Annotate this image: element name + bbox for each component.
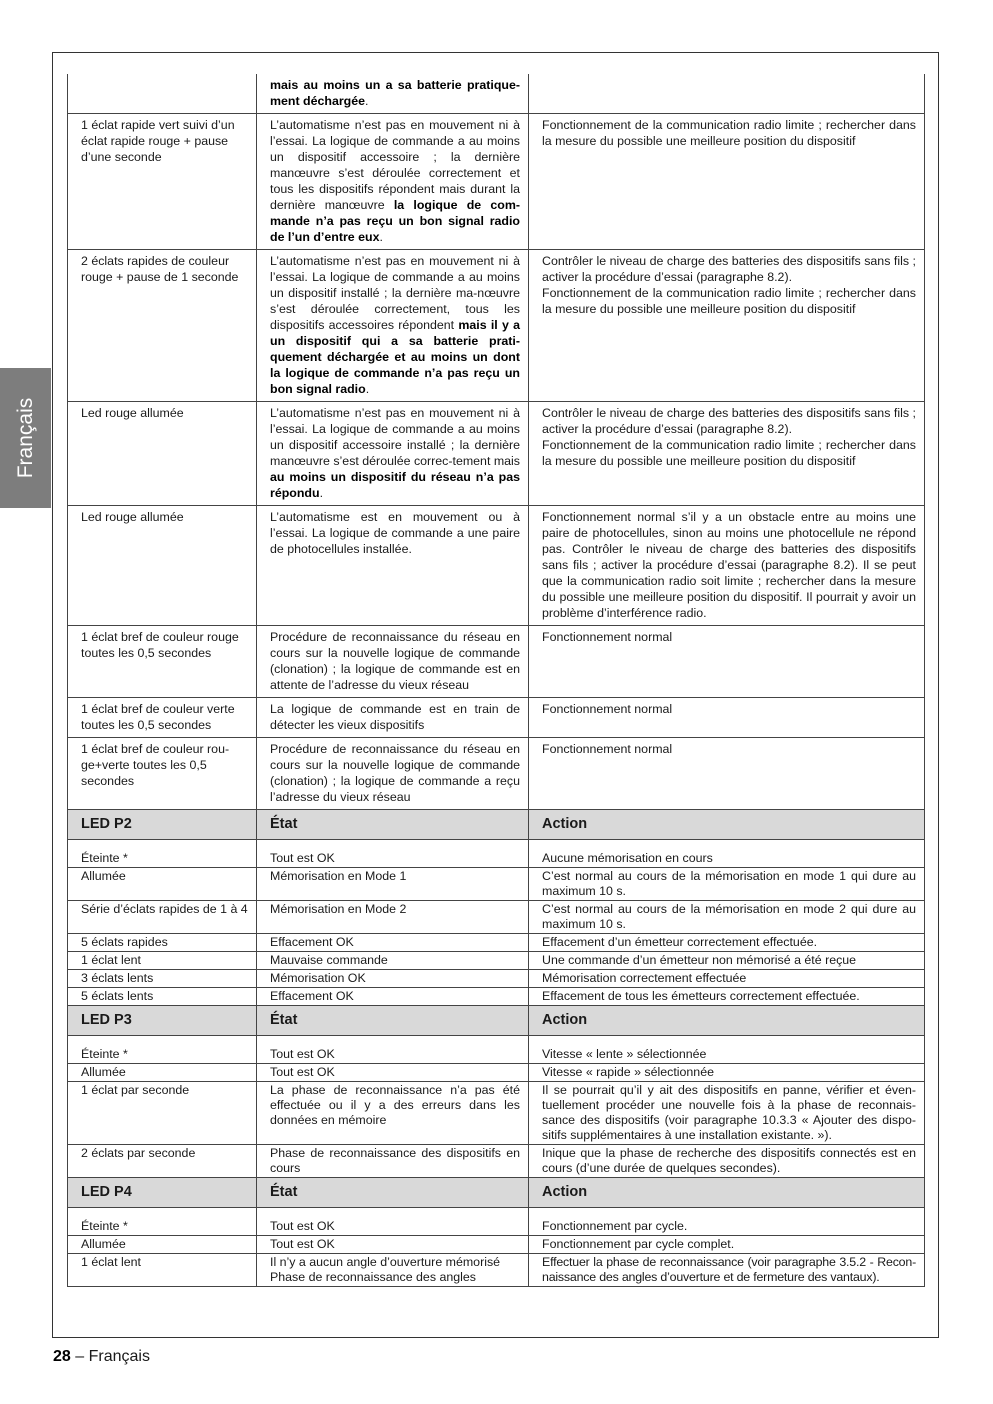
table-row bbox=[68, 1064, 925, 1082]
action-cell: C’est normal au cours de la mémorisation en mode 2 qui dure au maximum 10 s. bbox=[529, 901, 925, 934]
section-header-row bbox=[68, 810, 925, 840]
table-row bbox=[68, 698, 925, 738]
action-cell: Effacement d’un émetteur correctement effectuée. bbox=[529, 934, 925, 952]
signal-cell: 5 éclats rapides bbox=[68, 934, 257, 952]
state-text: L’automatisme n’est pas en mouvement ni à l’essai. La logique de commande a au moins un dispositif accessoire ; la dernière manœuvre s’est déroulée correctement et tous les dispositifs répondent mais durant la dernière manœuvre bbox=[270, 118, 520, 212]
table-row bbox=[68, 934, 925, 952]
led-name-header: LED P4 bbox=[68, 1178, 257, 1208]
state-text: . bbox=[319, 486, 324, 500]
emphasis-text: mais il y a un dispositif qui a sa batterie prati-quement déchargée et au moins un dont la logique de commande n’a pas reçu un bon signal radio bbox=[270, 318, 520, 396]
section-header-row bbox=[68, 1006, 925, 1036]
state-cell bbox=[257, 74, 529, 114]
emphasis-text: mais au moins un a sa batterie pratique-ment déchargée bbox=[270, 78, 520, 108]
state-text: L’automatisme n’est pas en mouvement ni à l’essai. La logique de commande a au moins un dispositif accessoire installé ; la dernière manœuvre s’est déroulée correc-tement mais bbox=[270, 406, 520, 468]
action-cell: Effacement de tous les émetteurs correctement effectuée. bbox=[529, 988, 925, 1006]
state-text: L’automatisme n’est pas en mouvement ni à l’essai. La logique de commande a au moins un dispositif installé ; la dernière ma-nœuvre s’est déroulée correctement, tous les dispositifs accessoires répondent bbox=[270, 254, 520, 332]
state-text: . bbox=[365, 94, 369, 108]
action-cell: Fonctionnement normal bbox=[529, 698, 925, 738]
signal-cell: 2 éclats rapides de couleur rouge + pause de 1 seconde bbox=[68, 250, 257, 402]
table-row bbox=[68, 506, 925, 626]
table-row bbox=[68, 1254, 925, 1287]
action-cell: Une commande d’un émetteur non mémorisé a été reçue bbox=[529, 952, 925, 970]
action-cell: Fonctionnement normal bbox=[529, 738, 925, 810]
state-cell: La phase de reconnaissance n’a pas été effectuée ou il y a des erreurs dans les données en mémoire bbox=[257, 1082, 529, 1145]
signal-cell: 5 éclats lents bbox=[68, 988, 257, 1006]
signal-cell: 1 éclat par seconde bbox=[68, 1082, 257, 1145]
state-cell: Effacement OK bbox=[257, 988, 529, 1006]
table-row bbox=[68, 901, 925, 934]
state-cell bbox=[257, 1254, 529, 1287]
section-header-row bbox=[68, 1178, 925, 1208]
action-cell bbox=[529, 250, 925, 402]
signal-cell: Allumée bbox=[68, 868, 257, 901]
table-row bbox=[68, 988, 925, 1006]
language-side-tab bbox=[0, 368, 51, 508]
action-cell: Fonctionnement normal bbox=[529, 626, 925, 698]
state-text: . bbox=[365, 382, 370, 396]
state-cell: Tout est OK bbox=[257, 1218, 529, 1236]
spacer-cell bbox=[68, 1208, 257, 1219]
action-cell bbox=[529, 402, 925, 506]
action-header: Action bbox=[529, 1178, 925, 1208]
signal-cell: 2 éclats par seconde bbox=[68, 1145, 257, 1178]
state-text: Procédure de reconnaissance du réseau en cours sur la nouvelle logique de commande (clonation) ; la logique de commande a reçu l’adresse du vieux réseau bbox=[270, 742, 520, 804]
footer-separator: – bbox=[70, 1348, 89, 1365]
table-row bbox=[68, 114, 925, 250]
signal-cell: Éteinte * bbox=[68, 850, 257, 868]
spacer-cell bbox=[529, 1208, 925, 1219]
led-name-header: LED P2 bbox=[68, 810, 257, 840]
state-cell: Mémorisation en Mode 1 bbox=[257, 868, 529, 901]
signal-cell: Éteinte * bbox=[68, 1046, 257, 1064]
state-cell bbox=[257, 402, 529, 506]
cell-line: Il n’y a aucun angle d’ouverture mémorisé bbox=[270, 1255, 501, 1269]
footer-language: Français bbox=[88, 1348, 150, 1365]
table-row bbox=[68, 850, 925, 868]
page-footer bbox=[53, 1348, 150, 1366]
state-cell bbox=[257, 626, 529, 698]
signal-cell: 1 éclat rapide vert suivi d’un éclat rapide rouge + pause d’une seconde bbox=[68, 114, 257, 250]
spacer-cell bbox=[68, 1036, 257, 1047]
signal-cell: 1 éclat lent bbox=[68, 952, 257, 970]
state-cell: Mémorisation OK bbox=[257, 970, 529, 988]
action-cell: Effectuer la phase de reconnaissance (voir paragraphe 3.5.2 - Recon-naissance des angles d’ouverture et de fermeture des vantaux). bbox=[529, 1254, 925, 1287]
action-header: Action bbox=[529, 810, 925, 840]
signal-cell: Série d’éclats rapides de 1 à 4 bbox=[68, 901, 257, 934]
action-header: Action bbox=[529, 1006, 925, 1036]
table-row bbox=[68, 402, 925, 506]
state-text: L’automatisme est en mouvement ou à l’essai. La logique de commande a une paire de photocellules installée. bbox=[270, 510, 520, 556]
action-cell: Vitesse « rapide » sélectionnée bbox=[529, 1064, 925, 1082]
action-cell bbox=[529, 74, 925, 114]
action-cell: Fonctionnement par cycle. bbox=[529, 1218, 925, 1236]
spacer-row bbox=[68, 840, 925, 851]
state-cell bbox=[257, 738, 529, 810]
state-cell bbox=[257, 506, 529, 626]
state-cell bbox=[257, 698, 529, 738]
side-tab-label: Français bbox=[13, 397, 37, 479]
signal-cell: 1 éclat bref de couleur verte toutes les 0,5 secondes bbox=[68, 698, 257, 738]
state-cell: Mauvaise commande bbox=[257, 952, 529, 970]
table-row bbox=[68, 1046, 925, 1064]
spacer-row bbox=[68, 1208, 925, 1219]
table-row bbox=[68, 970, 925, 988]
table-row bbox=[68, 250, 925, 402]
table-row bbox=[68, 1236, 925, 1254]
signal-cell: Led rouge allumée bbox=[68, 506, 257, 626]
state-cell bbox=[257, 250, 529, 402]
spacer-cell bbox=[68, 840, 257, 851]
emphasis-text: au moins un dispositif du réseau n’a pas répondu bbox=[270, 470, 520, 500]
signal-cell: 1 éclat bref de couleur rouge toutes les 0,5 secondes bbox=[68, 626, 257, 698]
table-row bbox=[68, 74, 925, 114]
table-row bbox=[68, 1082, 925, 1145]
action-cell: C’est normal au cours de la mémorisation en mode 1 qui dure au maximum 10 s. bbox=[529, 868, 925, 901]
state-cell: Effacement OK bbox=[257, 934, 529, 952]
action-cell: Il se pourrait qu’il y ait des dispositifs en panne, vérifier et éven-tuellement procéder une nouvelle fois à la phase de reconnais-sance des dispositifs (voir paragraphe 10.3.3 « Ajouter des dispo-sitifs supplémentaires à une installation existante. »). bbox=[529, 1082, 925, 1145]
signal-cell: 1 éclat bref de couleur rou-ge+verte toutes les 0,5 secondes bbox=[68, 738, 257, 810]
table-row bbox=[68, 952, 925, 970]
state-cell: Tout est OK bbox=[257, 850, 529, 868]
action-cell: Fonctionnement normal s’il y a un obstacle entre au moins une paire de photocellules, sinon au moins une photocellule ne répond pas. Contrôler le niveau de charge des batteries des dispositifs sans fils ; activer la procédure d’essai (paragraphe 8.2). Il se peut que la communication radio soit limite ; rechercher dans la mesure du possible une meilleure position du dispositif. Il pourrait y avoir un problème d’interférence radio. bbox=[529, 506, 925, 626]
action-cell: Aucune mémorisation en cours bbox=[529, 850, 925, 868]
state-text: La logique de commande est en train de détecter les vieux dispositifs bbox=[270, 702, 520, 732]
led-status-table bbox=[67, 74, 925, 1287]
state-text: Procédure de reconnaissance du réseau en cours sur la nouvelle logique de commande (clonation) ; la logique de commande est en attente de l’adresse du vieux réseau bbox=[270, 630, 520, 692]
table-row bbox=[68, 868, 925, 901]
table-row bbox=[68, 1145, 925, 1178]
table-row bbox=[68, 1218, 925, 1236]
table-row bbox=[68, 626, 925, 698]
state-cell: Tout est OK bbox=[257, 1046, 529, 1064]
cell-line: Contrôler le niveau de charge des batteries des dispositifs sans fils ; activer la procédure d’essai (paragraphe 8.2). bbox=[542, 254, 916, 284]
signal-cell: Éteinte * bbox=[68, 1218, 257, 1236]
signal-cell: 1 éclat lent bbox=[68, 1254, 257, 1287]
action-cell: Fonctionnement par cycle complet. bbox=[529, 1236, 925, 1254]
action-cell: Vitesse « lente » sélectionnée bbox=[529, 1046, 925, 1064]
signal-cell bbox=[68, 74, 257, 114]
cell-line: Fonctionnement de la communication radio limite ; rechercher dans la mesure du possible une meilleure position du dispositif bbox=[542, 286, 916, 316]
spacer-cell bbox=[529, 1036, 925, 1047]
spacer-row bbox=[68, 1036, 925, 1047]
spacer-cell bbox=[257, 1208, 529, 1219]
state-header: État bbox=[257, 1178, 529, 1208]
state-cell: Tout est OK bbox=[257, 1236, 529, 1254]
led-name-header: LED P3 bbox=[68, 1006, 257, 1036]
emphasis-text: la logique de com-mande n’a pas reçu un bon signal radio de l’un d’entre eux bbox=[270, 198, 521, 244]
signal-cell: Allumée bbox=[68, 1064, 257, 1082]
spacer-cell bbox=[257, 1036, 529, 1047]
action-cell: Mémorisation correctement effectuée bbox=[529, 970, 925, 988]
state-cell: Tout est OK bbox=[257, 1064, 529, 1082]
cell-line: Phase de reconnaissance des angles bbox=[270, 1270, 476, 1284]
cell-line: Fonctionnement de la communication radio limite ; rechercher dans la mesure du possible une meilleure position du dispositif bbox=[542, 438, 916, 468]
state-header: État bbox=[257, 1006, 529, 1036]
state-text: . bbox=[379, 230, 383, 244]
page-number: 28 bbox=[53, 1348, 71, 1365]
state-cell bbox=[257, 114, 529, 250]
signal-cell: Allumée bbox=[68, 1236, 257, 1254]
cell-line: Contrôler le niveau de charge des batteries des dispositifs sans fils ; activer la procédure d’essai (paragraphe 8.2). bbox=[542, 406, 916, 436]
spacer-cell bbox=[257, 840, 529, 851]
state-cell: Mémorisation en Mode 2 bbox=[257, 901, 529, 934]
spacer-cell bbox=[529, 840, 925, 851]
action-cell: Fonctionnement de la communication radio limite ; rechercher dans la mesure du possible une meilleure position du dispositif bbox=[529, 114, 925, 250]
state-header: État bbox=[257, 810, 529, 840]
action-cell: Inique que la phase de recherche des dispositifs connectés est en cours (d’une durée de quelques secondes). bbox=[529, 1145, 925, 1178]
signal-cell: Led rouge allumée bbox=[68, 402, 257, 506]
signal-cell: 3 éclats lents bbox=[68, 970, 257, 988]
table-row bbox=[68, 738, 925, 810]
state-cell: Phase de reconnaissance des dispositifs en cours bbox=[257, 1145, 529, 1178]
